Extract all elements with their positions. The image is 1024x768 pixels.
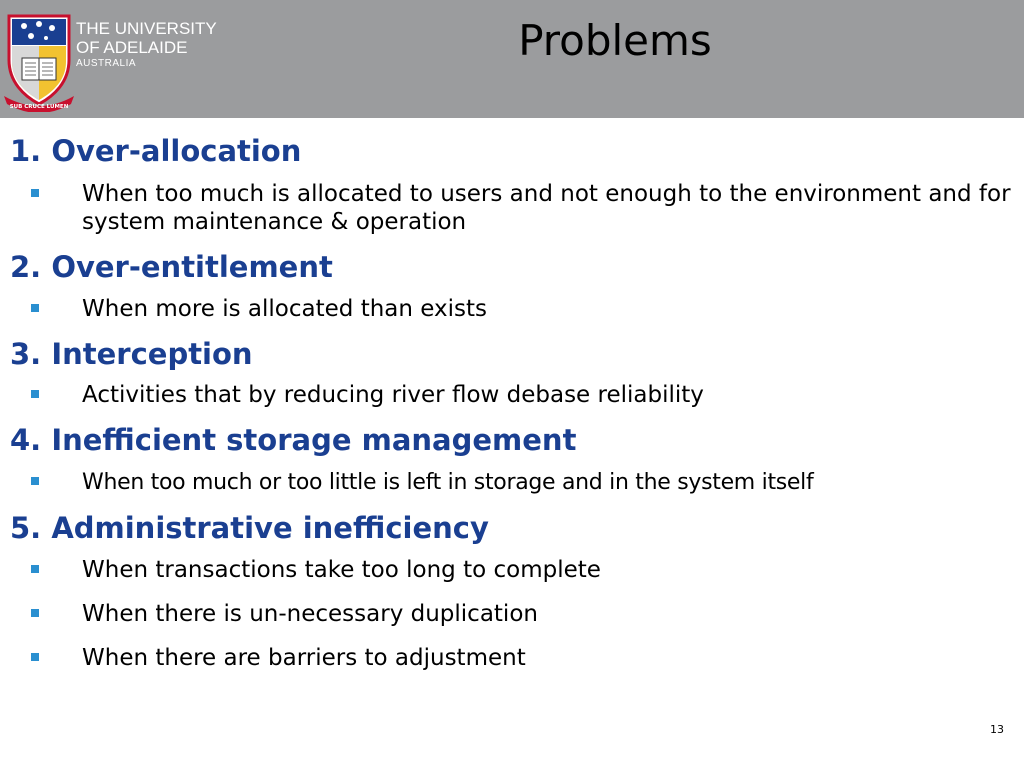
university-name [76, 20, 217, 69]
slide-header [0, 0, 1024, 118]
problem-heading [10, 250, 1015, 285]
item-title: Over-entitlement [51, 249, 333, 284]
bullet-text: When more is allocated than exists [82, 295, 488, 322]
problem-heading [10, 337, 1015, 372]
bullet-square-icon [31, 189, 39, 197]
bullet-text: When too much is allocated to users and not enough to the environment and for system maintenance & operation [82, 180, 1011, 235]
bullet-square-icon [31, 477, 39, 485]
bullet-item [10, 600, 1015, 628]
item-number: 4. [10, 423, 42, 458]
bullet-square-icon [31, 565, 39, 573]
slide-title: Problems [518, 16, 712, 65]
slide-content [10, 130, 1015, 672]
university-name-line1: THE UNIVERSITY [76, 19, 217, 38]
bullet-text: Activities that by reducing river flow debase reliability [82, 382, 704, 409]
bullet-item [10, 381, 1015, 409]
bullet-text: When transactions take too long to complete [82, 556, 601, 583]
problem-item-4 [10, 423, 1015, 497]
item-title: Administrative inefficiency [51, 511, 489, 546]
item-number: 1. [10, 134, 42, 168]
problem-heading [10, 423, 1015, 458]
item-number: 2. [10, 249, 42, 284]
university-crest-logo [4, 12, 74, 112]
bullet-item [10, 468, 1015, 497]
bullet-square-icon [31, 609, 39, 617]
item-number: 5. [10, 511, 42, 546]
bullet-square-icon [31, 304, 39, 312]
bullet-item [10, 295, 1015, 323]
item-title: Over-allocation [51, 134, 302, 168]
motto-text: SUB CRUCE LUMEN [9, 104, 69, 110]
university-name-line3: AUSTRALIA [76, 58, 137, 69]
item-title: Interception [51, 336, 253, 371]
item-number: 3. [10, 336, 42, 371]
bullet-square-icon [31, 390, 39, 398]
bullet-text: When too much or too little is left in storage and in the system itself [82, 470, 814, 496]
bullet-text: When there is un-necessary duplication [82, 600, 538, 627]
problem-item-2 [10, 250, 1015, 323]
problem-item-5 [10, 511, 1015, 672]
bullet-item [10, 644, 1015, 672]
bullet-square-icon [31, 653, 39, 661]
bullet-item [10, 180, 1015, 236]
problem-item-1 [10, 134, 1015, 236]
page-number: 13 [990, 723, 1004, 736]
item-title: Inefficient storage management [51, 423, 577, 458]
bullet-item [10, 556, 1015, 584]
university-name-line2: OF ADELAIDE [76, 38, 188, 57]
problem-heading [10, 134, 1015, 169]
problem-item-3 [10, 337, 1015, 410]
bullet-text: When there are barriers to adjustment [82, 644, 526, 671]
problem-heading [10, 511, 1015, 546]
